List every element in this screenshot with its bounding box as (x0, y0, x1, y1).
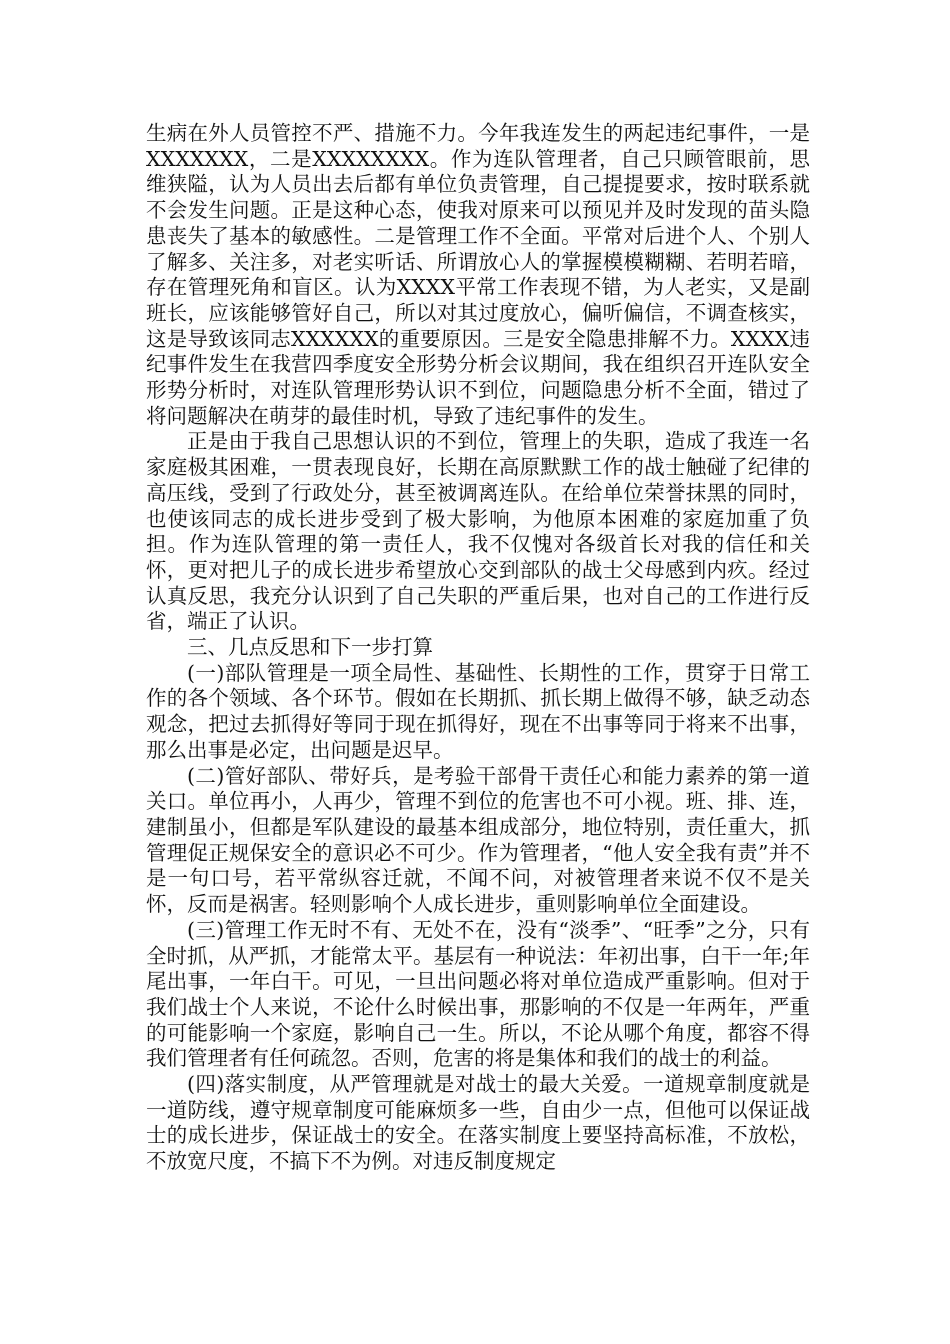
paragraph-point-3: (三)管理工作无时不有、无处不在，没有“淡季”、“旺季”之分，只有全时抓，从严抓，才能常太平。基层有一种说法：年初出事，白干一年;年尾出事，一年白干。可见，一旦出问题必将对单位造成严重影响。但对于我们战士个人来说，不论什么时候出事，那影响的不仅是一年两年，严重的可能影响一个家庭，影响自己一生。所以，不论从哪个角度，都容不得我们管理者有任何疏忽。否则，危害的将是集体和我们的战士的利益。 (146, 917, 810, 1071)
paragraph-continuation: 生病在外人员管控不严、措施不力。今年我连发生的两起违纪事件，一是XXXXXXX，二是XXXXXXXX。作为连队管理者，自己只顾管眼前，思维狭隘，认为人员出去后都有单位负责管理，自己提提要求，按时联系就不会发生问题。正是这种心态，使我对原来可以预见并及时发现的苗头隐患丧失了基本的敏感性。二是管理工作不全面。平常对后进个人、个别人了解多、关注多，对老实听话、所谓放心人的掌握模模糊糊、若明若暗，存在管理死角和盲区。认为XXXX平常工作表现不错，为人老实，又是副班长，应该能够管好自己，所以对其过度放心，偏听偏信，不调查核实，这是导致该同志XXXXXX的重要原因。三是安全隐患排解不力。XXXX违纪事件发生在我营四季度安全形势分析会议期间，我在组织召开连队安全形势分析时，对连队管理形势认识不到位，问题隐患分析不全面，错过了将问题解决在萌芽的最佳时机，导致了违纪事件的发生。 (146, 121, 810, 428)
section-heading: 三、几点反思和下一步打算 (187, 635, 433, 660)
paragraph-point-1: (一)部队管理是一项全局性、基础性、长期性的工作，贯穿于日常工作的各个领域、各个环节。假如在长期抓、抓长期上做得不够，缺乏动态观念，把过去抓得好等同于现在抓得好，现在不出事等同于将来不出事，那么出事是必定，出问题是迟早。 (146, 660, 810, 762)
document-page (146, 121, 810, 1175)
paragraph-consequences: 正是由于我自己思想认识的不到位，管理上的失职，造成了我连一名家庭极其困难，一贯表现良好，长期在高原默默工作的战士触碰了纪律的高压线，受到了行政处分，甚至被调离连队。在给单位荣誉抹黑的同时，也使该同志的成长进步受到了极大影响，为他原本困难的家庭加重了负担。作为连队管理的第一责任人，我不仅愧对各级首长对我的信任和关怀，更对把儿子的成长进步希望放心交到部队的战士父母感到内疚。经过认真反思，我充分认识到了自己失职的严重后果，也对自己的工作进行反省，端正了认识。 (146, 429, 810, 634)
paragraph-point-2: (二)管好部队、带好兵，是考验干部骨干责任心和能力素养的第一道关口。单位再小，人再少，管理不到位的危害也不可小视。班、排、连，建制虽小，但都是军队建设的最基本组成部分，地位特别，责任重大，抓管理促正规保安全的意识必不可少。作为管理者，“他人安全我有责”并不是一句口号，若平常纵容迁就，不闻不问，对被管理者来说不仅不是关怀，反而是祸害。轻则影响个人成长进步，重则影响单位全面建设。 (146, 763, 810, 917)
paragraph-point-4: (四)落实制度，从严管理就是对战士的最大关爱。一道规章制度就是一道防线，遵守规章制度可能麻烦多一些，自由少一点，但他可以保证战士的成长进步，保证战士的安全。在落实制度上要坚持高标准，不放松，不放宽尺度，不搞下不为例。对违反制度规定 (146, 1072, 810, 1174)
